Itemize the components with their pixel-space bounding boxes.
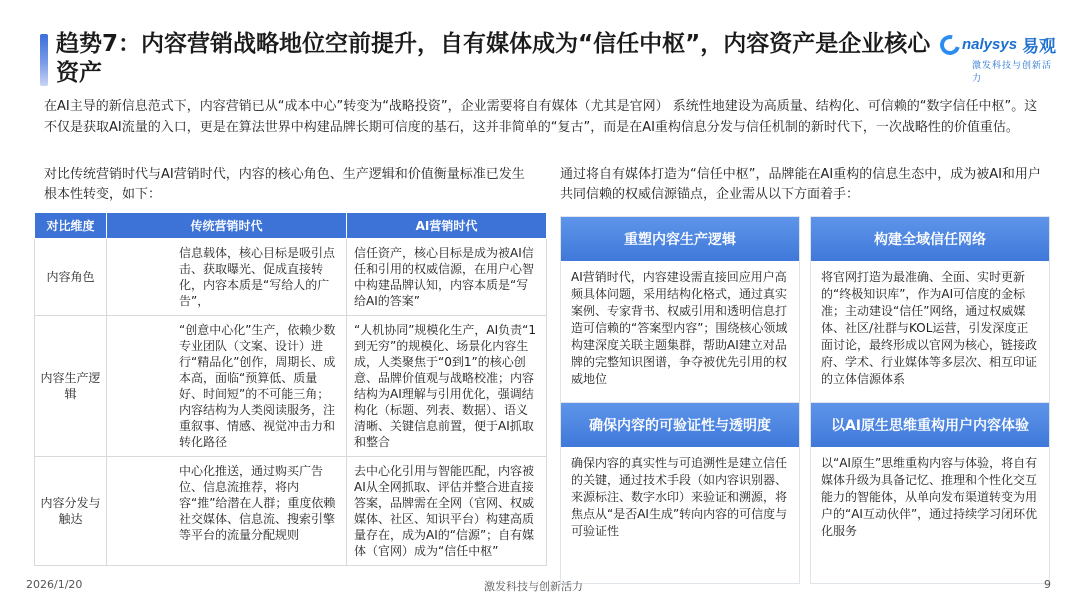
intro-paragraph: 在AI主导的新信息范式下，内容营销已从“成本中心”转变为“战略投资”，企业需要将自有媒体（尤其是官网） 系统性地建设为高质量、结构化、可信赖的“数字信任中枢”。这不仅是获取AI流量的入口，更是在算法世界中构建品牌长期可信度的基石，这并非简单的“复古”，而是在AI重构信息分发与信任机制的新时代下，一次战略性的价值重估。 bbox=[44, 99, 1038, 135]
footer-slogan: 激发科技与创新活力 bbox=[484, 580, 583, 593]
row-traditional bbox=[107, 239, 347, 316]
row-dimension: 内容生产逻辑 bbox=[35, 316, 107, 457]
card-body: 确保内容的真实性与可追溯性是建立信任的关键，通过技术手段（如内容识别器、来源标注、数字水印）来验证和溯源，将焦点从“是否AI生成”转向内容的可信度与可验证性 bbox=[571, 456, 788, 538]
table-header-row bbox=[35, 213, 547, 239]
card-body: 以“AI原生”思维重构内容与体验，将自有媒体升级为具备记忆、推理和个性化交互能力的智能体，从单向发布渠道转变为用户的“AI互动伙伴”，通过持续学习闭环优化服务 bbox=[821, 456, 1038, 538]
card-title: 以AI原生思维重构用户内容体验 bbox=[811, 403, 1049, 447]
cell-text: 中心化推送，通过购买广告位、信息流推荐，将内容“推”给潜在人群；重度依赖社交媒体、信息流、搜索引擎等平台的流量分配规则 bbox=[179, 464, 336, 542]
page-number: 9 bbox=[1044, 578, 1051, 591]
header-dimension: 对比维度 bbox=[35, 213, 107, 239]
row-traditional bbox=[107, 316, 347, 457]
cell-text: “创意中心化”生产，依赖少数专业团队（文案、设计）进行“精品化”创作，周期长、成本高，面临“预算低、质量好、时间短”的不可能三角；内容结构为人类阅读服务，注重叙事、情感、视觉冲击力和转化路径 bbox=[179, 323, 336, 449]
logo-text: nalysys bbox=[962, 36, 1018, 53]
card-ai-native-experience bbox=[810, 402, 1050, 584]
card-trust-network bbox=[810, 216, 1050, 404]
row-ai: “人机协同”规模化生产，AI负责“1到无穷”的规模化、场景化内容生成，人类聚焦于“0到1”的核心创意、品牌价值观与战略校准；内容结构为AI理解与引用优化，强调结构化（标题、列表、数据）、语义清晰、关键信息前置，便于AI抓取和整合 bbox=[347, 316, 547, 457]
table-row bbox=[35, 316, 547, 457]
card-title: 重塑内容生产逻辑 bbox=[561, 217, 799, 261]
row-ai: 去中心化引用与智能匹配，内容被AI从全网抓取、评估并整合进直接答案，品牌需在全网（官网、权威媒体、社区、知识平台）构建高质量存在，成为AI的“信源”；自有媒体（官网）成为“信任中枢” bbox=[347, 457, 547, 566]
card-content-production bbox=[560, 216, 800, 404]
table-row bbox=[35, 457, 547, 566]
card-title: 构建全域信任网络 bbox=[811, 217, 1049, 261]
right-intro: 通过将自有媒体打造为“信任中枢”，品牌能在AI重构的信息生态中，成为被AI和用户共同信赖的权威信源锚点，企业需从以下方面着手： bbox=[560, 167, 1041, 202]
card-body: AI营销时代，内容建设需直接回应用户高频具体问题，采用结构化格式，通过真实案例、专家背书、权威引用和透明信息打造可信赖的“答案型内容”；围绕核心领域构建深度关联主题集群，帮助AI建立对品牌的完整知识图谱，争夺被优先引用的权威地位 bbox=[571, 270, 788, 386]
footer-date: 2026/1/20 bbox=[26, 578, 83, 591]
cell-text: 信息载体，核心目标是吸引点击、获取曝光、促成直接转化，内容本质是“写给人的广告”， bbox=[179, 246, 336, 308]
left-intro: 对比传统营销时代与AI营销时代，内容的核心角色、生产逻辑和价值衡量标准已发生根本性转变，如下： bbox=[44, 167, 525, 202]
card-title: 确保内容的可验证性与透明度 bbox=[561, 403, 799, 447]
comparison-table bbox=[34, 212, 547, 566]
row-traditional bbox=[107, 457, 347, 566]
card-body: 将官网打造为最准确、全面、实时更新的“终极知识库”，作为AI可信度的金标准；主动建设“信任”网络，通过权威媒体、社区/社群与KOL运营，引发深度正面讨论，最终形成以官网为核心，链接政府、学术、行业媒体等多层次、相互印证的立体信源体系 bbox=[821, 270, 1038, 386]
logo-cn: 易观 bbox=[1022, 37, 1057, 57]
analysys-logo bbox=[940, 32, 1060, 84]
title-accent-bar bbox=[40, 34, 48, 86]
header-ai: AI营销时代 bbox=[347, 213, 547, 239]
logo-mark-icon bbox=[936, 31, 963, 58]
row-dimension: 内容分发与触达 bbox=[35, 457, 107, 566]
row-dimension: 内容角色 bbox=[35, 239, 107, 316]
row-ai: 信任资产，核心目标是成为被AI信任和引用的权威信源，在用户心智中构建品牌认知，内容本质是“写给AI的答案” bbox=[347, 239, 547, 316]
logo-slogan: 激发科技与创新活力 bbox=[972, 61, 1053, 84]
header-traditional: 传统营销时代 bbox=[107, 213, 347, 239]
card-verifiability bbox=[560, 402, 800, 584]
page-title: 趋势7：内容营销战略地位空前提升，自有媒体成为“信任中枢”，内容资产是企业核心资产 bbox=[56, 31, 931, 86]
table-row bbox=[35, 239, 547, 316]
